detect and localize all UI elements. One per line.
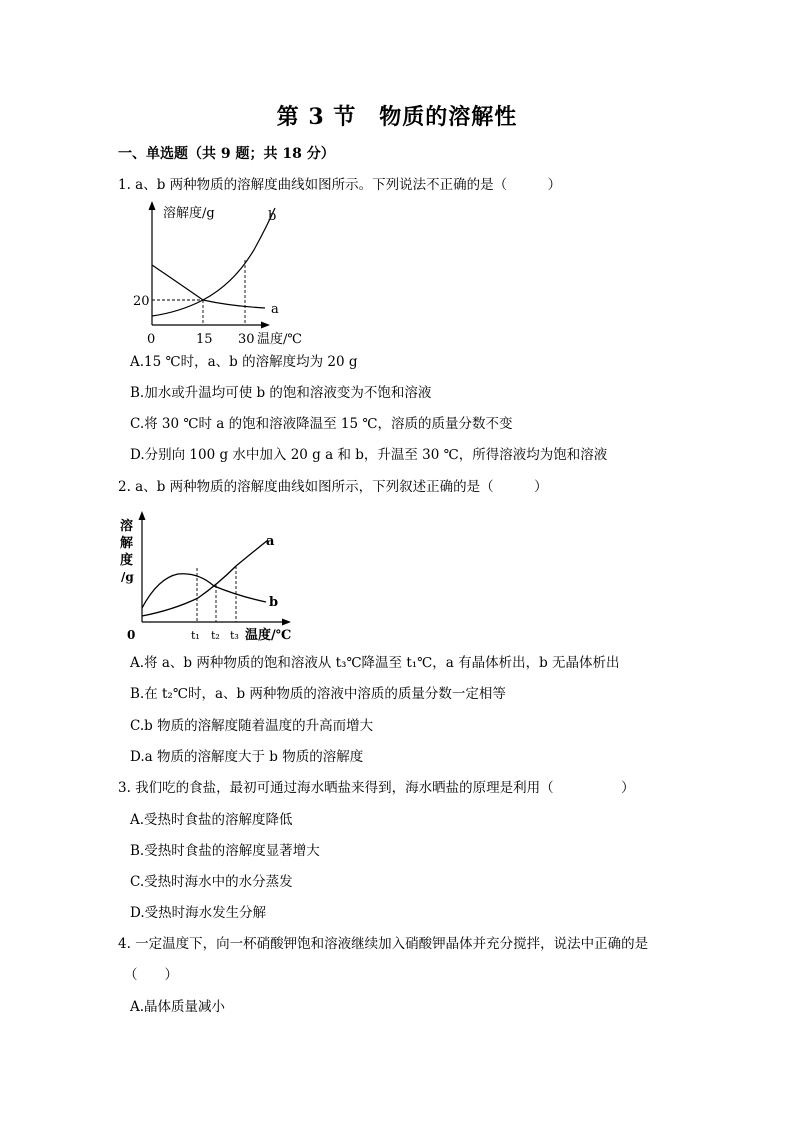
figure-2-x-tick-t1: t₁ [191,629,200,642]
figure-2-x-arrow [282,619,291,626]
figure-2-solubility-curve [118,508,308,644]
figure-1-y-arrow [149,201,156,210]
section-heading: 一、单选题（共 9 题；共 18 分） [118,146,335,162]
question-4-stem: 4. 一定温度下，向一杯硝酸钾饱和溶液继续加入硝酸钾晶体并充分搅拌，说法中正确的是 [118,936,649,952]
figure-2-y-arrow [139,511,146,520]
figure-2-x-tick-t3: t₃ [230,629,239,642]
figure-2-origin: 0 [127,628,136,642]
question-2-option-d: D.a 物质的溶解度大于 b 物质的溶解度 [130,749,364,765]
figure-2-curve-b [142,574,266,608]
figure-1-x-tick-15: 15 [196,332,213,347]
figure-1-ylabel: 溶解度/g [163,206,215,221]
figure-2-curve-a [142,540,268,616]
figure-2-x-tick-t2: t₂ [211,629,220,642]
question-1-option-c: C.将 30 ℃时 a 的饱和溶液降温至 15 ℃，溶质的质量分数不变 [130,416,513,432]
question-2-option-b: B.在 t₂℃时，a、b 两种物质的溶液中溶质的质量分数一定相等 [130,686,506,702]
figure-2-ylabel-2: 解 [120,536,134,551]
figure-1-y-tick-20: 20 [133,294,150,309]
question-3-option-a: A.受热时食盐的溶解度降低 [130,812,293,828]
figure-1-x-arrow [261,322,270,329]
figure-2-ylabel-1: 溶 [120,519,134,534]
question-3-option-b: B.受热时食盐的溶解度显著增大 [130,843,320,859]
question-1-stem: 1. a、b 两种物质的溶解度曲线如图所示。下列说法不正确的是（ ） [118,177,562,193]
figure-1-curve-a-label: a [271,302,279,317]
question-2-stem: 2. a、b 两种物质的溶解度曲线如图所示，下列叙述正确的是（ ） [118,479,548,495]
figure-1-solubility-curve [125,198,305,348]
question-1-option-b: B.加水或升温均可使 b 的饱和溶液变为不饱和溶液 [130,385,432,401]
figure-1-x-tick-30: 30 [238,332,255,347]
figure-1-xlabel: 温度/℃ [257,332,302,347]
question-3-stem: 3. 我们吃的食盐，最初可通过海水晒盐来得到，海水晒盐的原理是利用（ ） [118,780,635,796]
figure-2-ylabel-4: /g [121,570,134,584]
question-3-option-c: C.受热时海水中的水分蒸发 [130,874,293,890]
question-2-option-c: C.b 物质的溶解度随着温度的升高而增大 [130,718,374,734]
figure-1-curve-a [152,265,265,308]
question-3-option-d: D.受热时海水发生分解 [130,905,267,921]
question-4-option-a: A.晶体质量减小 [130,999,226,1015]
figure-1-curve-b-label: b [268,209,277,224]
figure-2-xlabel: 温度/℃ [245,628,292,643]
page-title: 第 3 节 物质的溶解性 [276,104,518,130]
figure-2-curve-a-label: a [266,534,275,549]
question-1-option-a: A.15 ℃时，a、b 的溶解度均为 20 g [130,354,358,370]
figure-2-ylabel-3: 度 [120,553,134,568]
figure-2-curve-b-label: b [269,595,279,610]
figure-1-origin: 0 [147,332,156,347]
question-1-option-d: D.分别向 100 g 水中加入 20 g a 和 b，升温至 30 ℃，所得溶液均为饱和溶液 [130,447,608,463]
question-4-stem-continued: （ ） [124,967,178,983]
figure-1-curve-b [152,208,275,316]
question-2-option-a: A.将 a、b 两种物质的饱和溶液从 t₃℃降温至 t₁℃，a 有晶体析出，b 无晶体析出 [130,655,620,671]
